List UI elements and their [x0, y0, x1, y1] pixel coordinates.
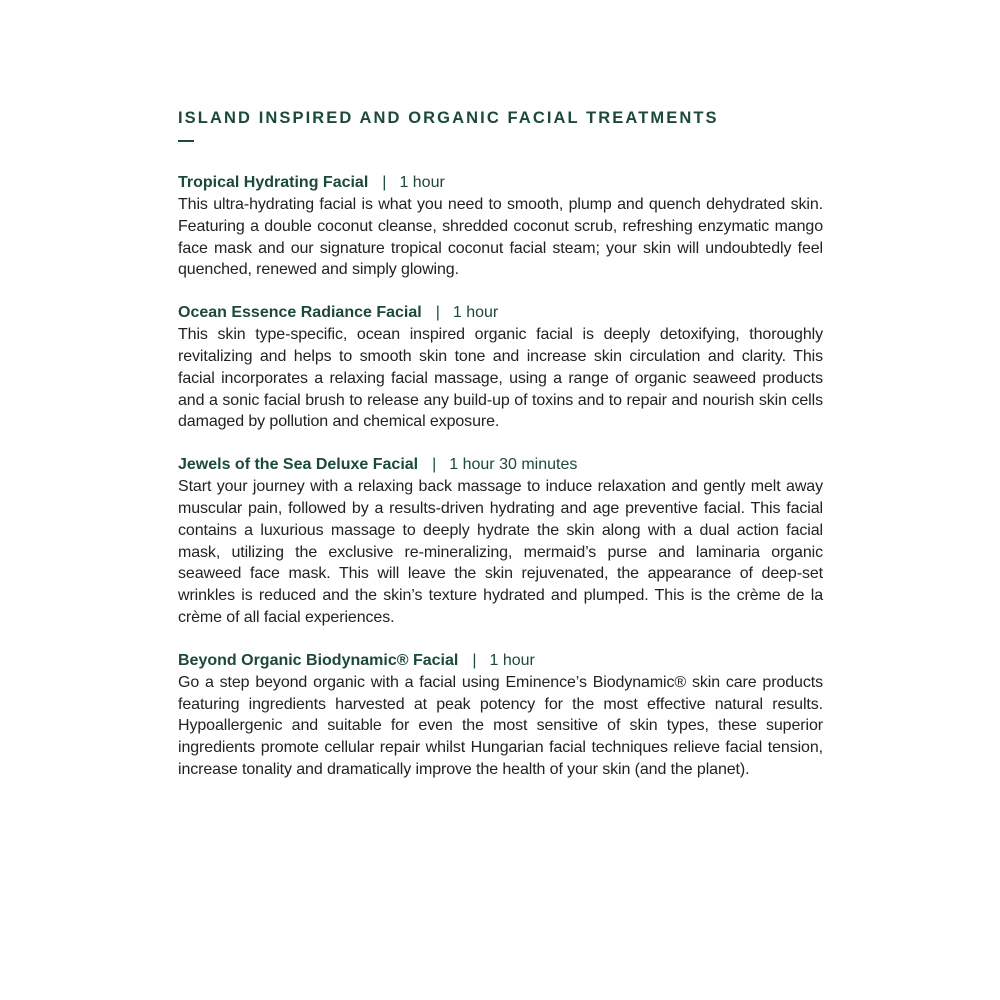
separator: | [435, 304, 440, 322]
treatment-name: Jewels of the Sea Deluxe Facial [178, 456, 419, 474]
treatment-duration: 1 hour [489, 651, 535, 669]
separator: | [472, 651, 477, 669]
treatment-heading [178, 172, 823, 194]
treatment-heading [178, 454, 823, 476]
treatment-duration: 1 hour [399, 174, 445, 191]
treatment-name: Ocean Essence Radiance Facial [178, 304, 422, 322]
treatment-ocean-essence [178, 302, 823, 433]
treatment-beyond-organic [178, 650, 823, 781]
treatment-name: Beyond Organic Biodynamic® Facial [178, 651, 459, 669]
treatment-duration: 1 hour 30 minutes [449, 456, 578, 474]
treatment-duration: 1 hour [452, 304, 499, 322]
title-underline [178, 140, 194, 142]
separator: | [382, 174, 387, 191]
facial-treatments-page [178, 104, 823, 781]
treatment-name: Tropical Hydrating Facial [178, 174, 369, 191]
treatment-description: Start your journey with a relaxing back massage to induce relaxation and gently melt away muscular pain, followed by a results-driven hydrating and age preventive facial. This facial contains a luxurious massage to deeply hydrate the skin along with a dual action facial mask, utilizing the exclusive re-mineralizing, mermaid’s purse and laminaria organic seaweed face mask. This will leave the skin rejuvenated, the appearance of deep-set wrinkles is reduced and the skin’s texture hydrated and plumped. This is the crème de la crème of all facial experiences. [178, 478, 823, 626]
treatment-heading [178, 302, 823, 324]
treatment-heading [178, 650, 823, 672]
treatment-description: This skin type-specific, ocean inspired organic facial is deeply detoxifying, thoroughly revitalizing and helps to smooth skin tone and increase skin circulation and clarity. This facial incorporates a relaxing facial massage, using a range of organic seaweed products and a sonic facial brush to release any build-up of toxins and to repair and nourish skin cells damaged by pollution and chemical exposure. [178, 326, 823, 431]
treatment-tropical-hydrating [178, 172, 823, 281]
treatment-jewels-of-the-sea [178, 454, 823, 629]
section-title: ISLAND INSPIRED AND ORGANIC FACIAL TREATMENTS [178, 109, 719, 127]
separator: | [432, 456, 437, 474]
treatment-description: Go a step beyond organic with a facial using Eminence’s Biodynamic® skin care products featuring ingredients harvested at peak potency for the most effective natural results. Hypoallergenic and suitable for even the most sensitive of skin types, these superior ingredients promote cellular repair whilst Hungarian facial techniques relieve facial tension, increase tonality and dramatically improve the health of your skin (and the planet). [178, 673, 823, 778]
treatment-description: This ultra-hydrating facial is what you need to smooth, plump and quench dehydrated skin. Featuring a double coconut cleanse, shredded coconut scrub, refreshing enzymatic mango face mask and our signature tropical coconut facial steam; your skin will undoubtedly feel quenched, renewed and simply glowing. [178, 196, 823, 279]
